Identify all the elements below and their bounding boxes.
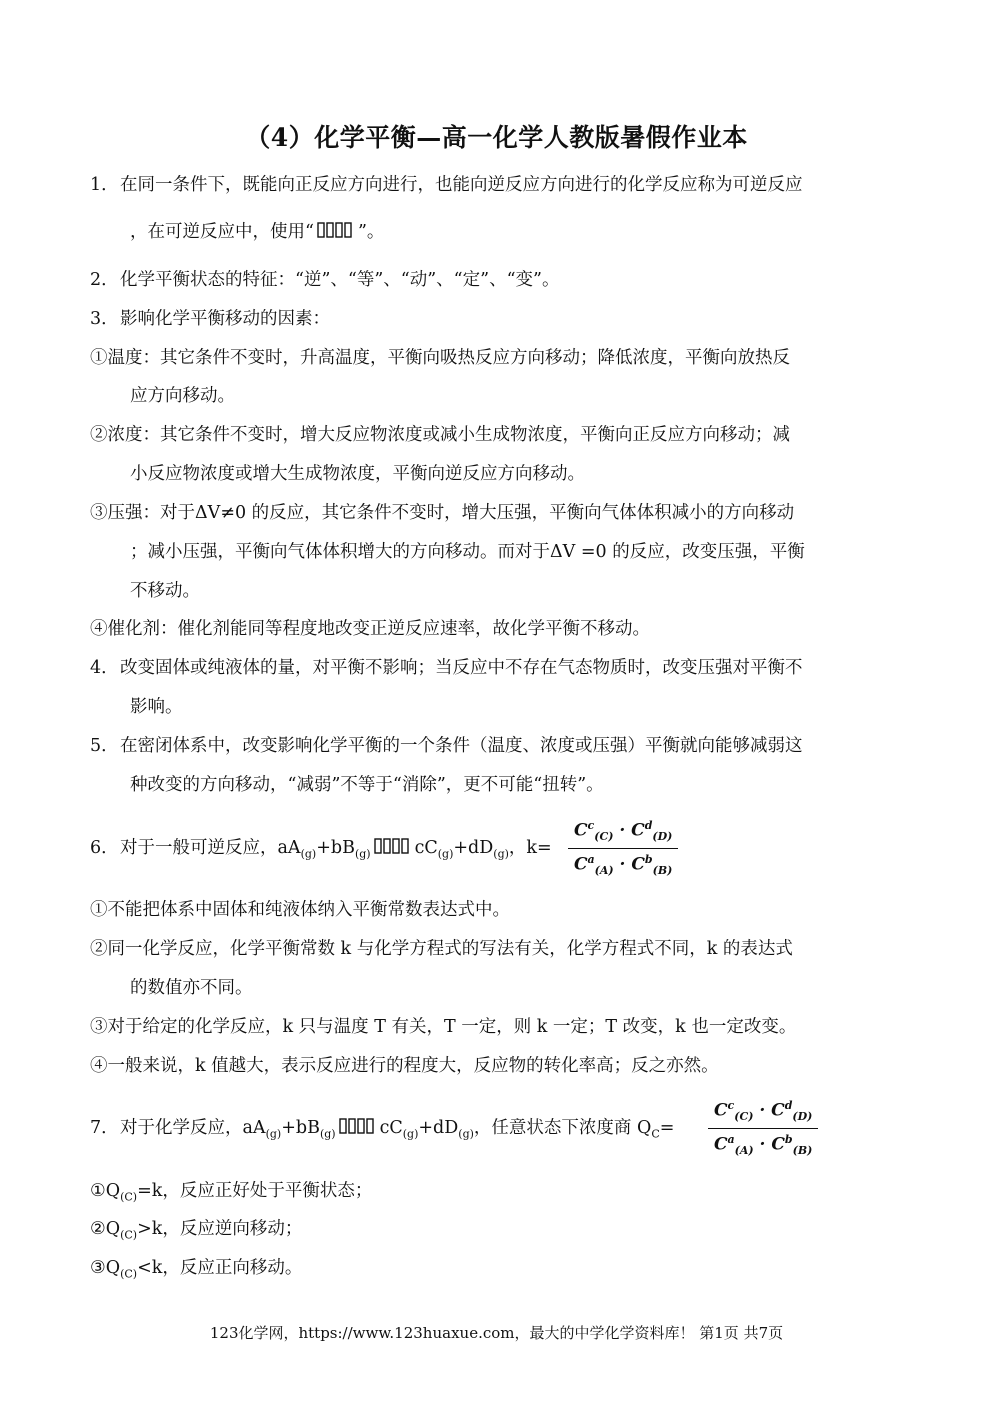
item-number: 2． [90,270,119,290]
item-6-2-line-2 [130,975,950,1001]
circled-number: ② [90,939,108,959]
eq-term: +bB [281,1118,320,1138]
item-number: 3． [90,309,119,329]
item-6-4 [90,1053,910,1079]
eq-state: (g) [437,847,454,861]
eq-state: (g) [493,847,509,861]
fraction-denominator: $C^a_{(A)} \cdot C^b_{(B)}$ [714,1133,813,1158]
item-text: 改变固体或纯液体的量，对平衡不影响；当反应中不存在气态物质时，改变压强对平衡不 [120,658,803,678]
item-text: 不移动。 [130,581,200,601]
item-text: 对于一般可逆反应， [120,838,278,858]
item-2 [90,267,910,293]
item-4-line-1 [90,655,910,681]
reversible-arrow-icon [339,1117,377,1135]
eq-term: +dD [418,1118,459,1138]
item-6-1 [90,897,910,923]
fraction-denominator: $C^a_{(A)} \cdot C^b_{(B)}$ [574,853,673,878]
item-text: 不能把体系中固体和纯液体纳入平衡常数表达式中。 [107,900,510,920]
eq-state: (g) [354,847,371,861]
item-number: 4． [90,658,119,678]
item-3-1-line-2 [130,383,950,409]
item-text: 对于给定的化学反应，k 只与温度 T 有关，T 一定，则 k 一定；T 改变，k 也一定改变。 [107,1017,797,1037]
item-3-1-line-1 [90,345,910,371]
item-text: 小反应物浓度或增大生成物浓度，平衡向逆反应方向移动。 [130,464,585,484]
page-footer: 123化学网，https://www.123huaxue.com，最大的中学化学资料库！ 第1页 共7页 [209,1324,784,1342]
item-1-line-1 [90,172,910,198]
circled-number: ① [90,348,108,368]
item-text: =k，反应正好处于平衡状态； [137,1181,373,1201]
item-text: 的数值亦不同。 [130,978,253,998]
fraction-numerator: $C^c_{(C)} \cdot C^d_{(D)}$ [714,1099,813,1124]
item-3-3-line-3 [130,578,950,604]
reaction-quotient-fraction [708,1095,818,1162]
item-number: 6． [90,838,119,858]
item-3 [90,306,910,332]
item-7-3 [90,1255,910,1288]
eq-state: (C) [120,1228,138,1242]
item-3-2-line-2 [130,461,950,487]
item-text: 一般来说，k 值越大，表示反应进行的程度大，反应物的转化率高；反之亦然。 [107,1056,719,1076]
item-number: 5． [90,736,119,756]
item-text: 浓度：其它条件不变时，增大反应物浓度或减小生成物浓度，平衡向正反应方向移动；减 [107,425,790,445]
reversible-arrow-icon [317,221,355,239]
item-text: ”。 [357,222,385,242]
eq-term: aA [277,838,301,858]
circled-number: ③ [90,1258,106,1278]
item-text: 应方向移动。 [130,386,235,406]
item-3-4 [90,616,910,642]
eq-term: Q [105,1181,121,1201]
eq-term: cC [414,838,438,858]
eq-term: +dD [453,838,494,858]
circled-number: ③ [90,1017,108,1037]
eq-term: Q [105,1219,121,1239]
eq-term: Q [105,1258,121,1278]
circled-number: ③ [90,503,108,523]
item-text: 同一化学反应，化学平衡常数 k 与化学方程式的写法有关，化学方程式不同，k 的表达式 [107,939,793,959]
fraction-numerator: $C^c_{(C)} \cdot C^d_{(D)}$ [574,819,673,844]
item-7-1 [90,1178,910,1211]
eq-term: aA [242,1118,266,1138]
item-text: ，任意状态下浓度商 Q [473,1118,652,1138]
item-text: 在同一条件下，既能向正反应方向进行，也能向逆反应方向进行的化学反应称为可逆反应 [120,175,803,195]
eq-term: cC [379,1118,403,1138]
circled-number: ① [90,1181,106,1201]
item-text: 温度：其它条件不变时，升高温度，平衡向吸热反应方向移动；降低浓度，平衡向放热反 [107,348,790,368]
item-5-line-1 [90,733,910,759]
item-number: 1． [90,175,119,195]
item-6-2-line-1 [90,936,910,962]
eq-state: (C) [120,1190,138,1204]
item-number: 7． [90,1118,119,1138]
item-text: 催化剂：催化剂能同等程度地改变正逆反应速率，故化学平衡不移动。 [107,619,650,639]
item-text: <k，反应正向移动。 [137,1258,303,1278]
item-text: 影响化学平衡移动的因素： [120,309,330,329]
eq-term: +bB [316,838,355,858]
reversible-arrow-icon [374,837,412,855]
eq-state: (g) [300,847,317,861]
item-text: ，在可逆反应中，使用“ [130,222,314,242]
item-4-line-2 [130,694,950,720]
item-6 [90,835,910,868]
page-title: （4）化学平衡—高一化学人教版暑假作业本 [245,123,748,152]
item-text: ；减小压强，平衡向气体体积增大的方向移动。而对于ΔV =0 的反应，改变压强，平衡 [130,542,805,562]
eq-state: (g) [402,1127,419,1141]
circled-number: ② [90,1219,106,1239]
item-7: 7．对于化学反应，$aA_{(g)}+bB_{(g)}$ $cC_{(g)}+dD_{(g)}$，任意状态下浓度商 $Q_C=$ [90,1115,910,1148]
item-3-2-line-1 [90,422,910,448]
item-text: 种改变的方向移动，“减弱”不等于“消除”，更不可能“扭转”。 [130,775,604,795]
equilibrium-constant-fraction [568,815,678,882]
circled-number: ② [90,425,108,445]
item-1-line-2 [130,219,950,245]
circled-number: ① [90,900,108,920]
item-text: 压强：对于ΔV≠0 的反应，其它条件不变时，增大压强，平衡向气体体积减小的方向移动 [107,503,795,523]
circled-number: ④ [90,619,108,639]
eq-state: (g) [458,1127,474,1141]
item-5-line-2 [130,772,950,798]
item-text: >k，反应逆向移动； [137,1219,303,1239]
item-text: ，k= [508,838,552,858]
eq-state: (g) [319,1127,336,1141]
item-3-3-line-2 [130,539,950,565]
item-text: 化学平衡状态的特征：“逆”、“等”、“动”、“定”、“变”。 [120,270,560,290]
eq-state: (C) [120,1267,138,1281]
circled-number: ④ [90,1056,108,1076]
item-text: 影响。 [130,697,183,717]
item-6-3 [90,1014,910,1040]
eq-state: (g) [265,1127,282,1141]
item-text: 对于化学反应， [120,1118,243,1138]
item-7-2 [90,1216,910,1249]
eq-state: C [651,1127,660,1141]
item-text: 在密闭体系中，改变影响化学平衡的一个条件（温度、浓度或压强）平衡就向能够减弱这 [120,736,803,756]
item-3-3-line-1 [90,500,910,526]
